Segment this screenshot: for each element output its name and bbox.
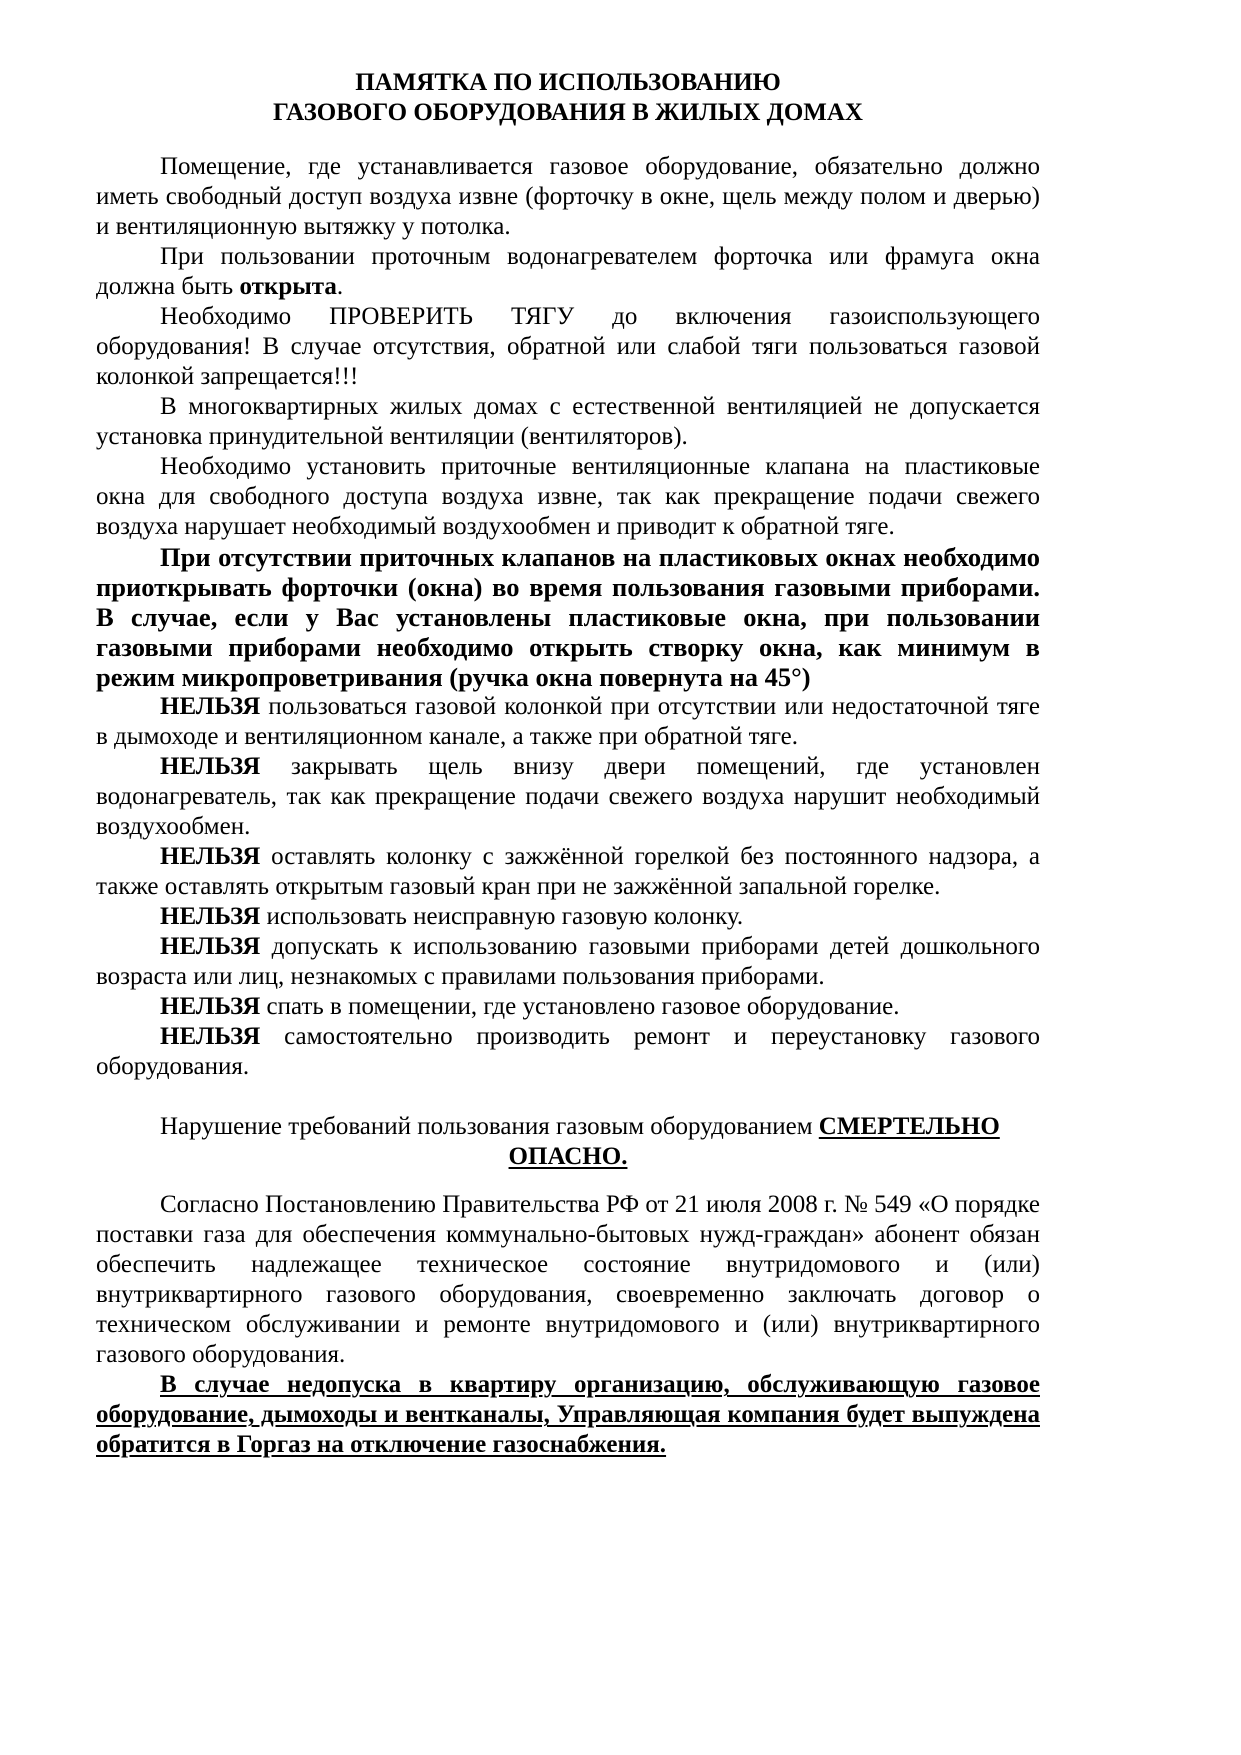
prohibition-item bbox=[96, 932, 1040, 992]
paragraph-forced-ventilation: В многоквартирных жилых домах с естественной вентиляцией не допускается установка принудительной вентиляции (вентиляторов). bbox=[96, 393, 1040, 450]
prohibition-text: пользоваться газовой колонкой при отсутствии или недостаточной тяге в дымоходе и вентиляционном канале, а также при обратной тяге. bbox=[96, 693, 1040, 750]
paragraph-check-draft: Необходимо ПРОВЕРИТЬ ТЯГУ до включения газоиспользующего оборудования! В случае отсутствия, обратной или слабой тяги пользоваться газовой колонкой запрещается!!! bbox=[96, 303, 1040, 390]
document-page bbox=[96, 68, 1040, 1460]
prohibition-item bbox=[96, 902, 1040, 932]
prohibition-keyword: НЕЛЬЗЯ bbox=[160, 993, 261, 1020]
paragraph-window-open-emphasis: открыта bbox=[239, 273, 337, 300]
prohibition-text: допускать к использованию газовыми приборами детей дошкольного возраста или лиц, незнакомых с правилами пользования приборами. bbox=[96, 933, 1040, 990]
regulation-paragraph: Согласно Постановлению Правительства РФ от 21 июля 2008 г. № 549 «О порядке поставки газа для обеспечения коммунально-бытовых нужд-граждан» абонент обязан обеспечить надлежащее техническое состояние внутридомового и (или) внутриквартирного газового оборудования, своевременно заключать договор о техническом обслуживании и ремонте внутридомового и (или) внутриквартирного газового оборудования. bbox=[96, 1191, 1040, 1368]
danger-statement bbox=[96, 1112, 1040, 1142]
title-line-2: ГАЗОВОГО ОБОРУДОВАНИЯ В ЖИЛЫХ ДОМАХ bbox=[273, 99, 863, 126]
prohibition-text: спать в помещении, где установлено газовое оборудование. bbox=[260, 993, 900, 1020]
paragraph-window-open-text: При пользовании проточным водонагревателем форточка или фрамуга окна должна быть bbox=[96, 243, 1040, 300]
prohibition-text: закрывать щель внизу двери помещений, где установлен водонагреватель, так как прекращение подачи свежего воздуха нарушит необходимый воздухообмен. bbox=[96, 753, 1040, 840]
danger-text: Нарушение требований пользования газовым оборудованием bbox=[160, 1113, 819, 1140]
paragraph-window-open bbox=[96, 242, 1040, 302]
prohibition-text: использовать неисправную газовую колонку. bbox=[260, 903, 744, 930]
danger-statement-tail bbox=[96, 1142, 1040, 1172]
final-warning-text: В случае недопуска в квартиру организацию, обслуживающую газовое оборудование, дымоходы и вентканалы, Управляющая компания будет выпуждена обратится в Горгаз на отключение газоснабжения. bbox=[96, 1371, 1040, 1458]
prohibition-text: оставлять колонку с зажжённой горелкой без постоянного надзора, а также оставлять открытым газовый кран при не зажжённой запальной горелке. bbox=[96, 843, 1040, 900]
page-title bbox=[96, 68, 1040, 128]
prohibition-keyword: НЕЛЬЗЯ bbox=[160, 693, 261, 720]
prohibition-item bbox=[96, 842, 1040, 902]
prohibition-item bbox=[96, 992, 1040, 1022]
spacer bbox=[96, 1082, 1040, 1112]
paragraph-valves: Необходимо установить приточные вентиляционные клапана на пластиковые окна для свободного доступа воздуха извне, так как прекращение подачи свежего воздуха нарушает необходимый воздухообмен и приводит к обратной тяге. bbox=[96, 453, 1040, 540]
paragraph-window-open-period: . bbox=[336, 273, 344, 300]
paragraph-ventilation-requirement: Помещение, где устанавливается газовое оборудование, обязательно должно иметь свободный доступ воздуха извне (форточку в окне, щель между полом и дверью) и вентиляционную вытяжку у потолка. bbox=[96, 153, 1040, 240]
prohibition-text: самостоятельно производить ремонт и переустановку газового оборудования. bbox=[96, 1023, 1040, 1080]
prohibition-keyword: НЕЛЬЗЯ bbox=[160, 903, 261, 930]
danger-emphasis-2: ОПАСНО. bbox=[508, 1143, 628, 1170]
prohibition-keyword: НЕЛЬЗЯ bbox=[160, 1023, 261, 1050]
prohibition-item bbox=[96, 1022, 1040, 1082]
final-warning bbox=[96, 1370, 1040, 1460]
prohibition-keyword: НЕЛЬЗЯ bbox=[160, 843, 261, 870]
prohibition-keyword: НЕЛЬЗЯ bbox=[160, 933, 261, 960]
danger-emphasis-1: СМЕРТЕЛЬНО bbox=[818, 1113, 1000, 1140]
spacer bbox=[96, 1172, 1040, 1190]
prohibition-item bbox=[96, 692, 1040, 752]
prohibition-item bbox=[96, 752, 1040, 842]
prohibition-keyword: НЕЛЬЗЯ bbox=[160, 753, 261, 780]
title-line-1: ПАМЯТКА ПО ИСПОЛЬЗОВАНИЮ bbox=[355, 69, 781, 96]
paragraph-plastic-windows: При отсутствии приточных клапанов на пластиковых окнах необходимо приоткрывать форточки (окна) во время пользования газовыми приборами. В случае, если у Вас установлены пластиковые окна, при пользовании газовыми приборами необходимо открыть створку окна, как минимум в режим микропроветривания (ручка окна повернута на 45°) bbox=[96, 542, 1040, 692]
